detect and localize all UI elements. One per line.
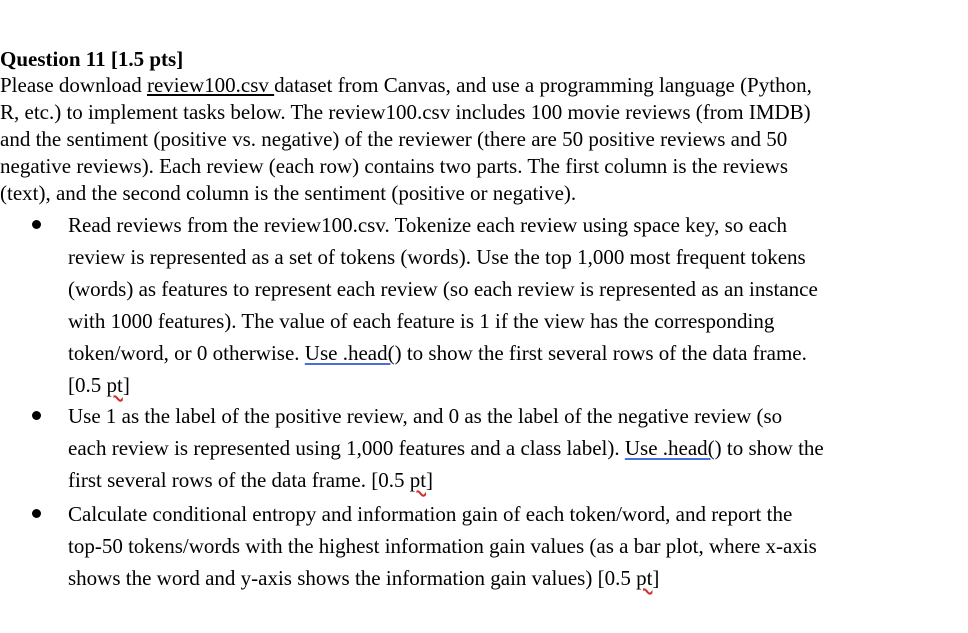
spelling-flag[interactable]: pt — [106, 373, 123, 397]
task-1-line-4: with 1000 features). The value of each feature is 1 if the view has the corresponding — [68, 309, 775, 333]
intro-line-5: (text), and the second column is the sentiment (positive or negative). — [0, 181, 577, 205]
task-1-line-2: review is represented as a set of tokens (words). Use the top 1,000 most frequent tokens — [68, 245, 806, 269]
intro-line-2: R, etc.) to implement tasks below. The review100.csv includes 100 movie reviews (from IMDB) — [0, 100, 811, 124]
question-intro — [0, 72, 940, 207]
grammar-flag[interactable]: Use .head( — [304, 341, 395, 365]
task-text: [0.5 — [68, 373, 107, 397]
bullet-icon — [32, 411, 41, 420]
bullet-icon — [32, 220, 41, 229]
task-text: ) to show the first several rows of the data frame. — [394, 341, 807, 365]
bullet-icon — [32, 509, 41, 518]
intro-line-1 — [0, 72, 940, 99]
intro-text: dataset from Canvas, and use a programming language (Python, — [274, 73, 812, 97]
task-3-line-1: Calculate conditional entropy and information gain of each token/word, and report the — [68, 502, 793, 526]
task-2-line-2 — [68, 432, 948, 464]
task-1-line-5 — [68, 337, 948, 369]
intro-line-4: negative reviews). Each review (each row) contains two parts. The first column is the reviews — [0, 154, 789, 178]
task-text: ] — [426, 468, 434, 492]
task-2-line-1: Use 1 as the label of the positive review, and 0 as the label of the negative review (so — [68, 404, 783, 428]
task-3-line-2: top-50 tokens/words with the highest information gain values (as a bar plot, where x-axis — [68, 534, 817, 558]
task-text: shows the word and y-axis shows the information gain values) [0.5 — [68, 566, 637, 590]
spelling-flag[interactable]: pt — [409, 468, 427, 492]
task-3-line-3 — [68, 562, 948, 594]
task-2-line-3 — [68, 464, 948, 496]
task-item-1 — [68, 209, 948, 401]
grammar-flag[interactable]: Use .head( — [624, 436, 715, 460]
task-text: first several rows of the data frame. [0.5 — [68, 468, 410, 492]
intro-line-3: and the sentiment (positive vs. negative) of the reviewer (there are 50 positive reviews and 50 — [0, 127, 788, 151]
intro-text: Please download — [0, 73, 147, 97]
task-text: each review is represented using 1,000 features and a class label). — [68, 436, 625, 460]
task-text: token/word, or 0 otherwise. — [68, 341, 305, 365]
task-item-2 — [68, 400, 948, 496]
task-text: ) to show the — [714, 436, 824, 460]
question-title: Question 11 [1.5 pts] — [0, 47, 184, 71]
task-item-3 — [68, 498, 948, 594]
task-1-line-1: Read reviews from the review100.csv. Tokenize each review using space key, so each — [68, 213, 788, 237]
task-text: ] — [652, 566, 660, 590]
spelling-flag[interactable]: pt — [636, 566, 653, 590]
task-1-line-3: (words) as features to represent each review (so each review is represented as an instance — [68, 277, 818, 301]
dataset-link[interactable]: review100.csv — [146, 73, 275, 97]
task-1-line-6 — [68, 369, 948, 401]
task-text: ] — [122, 373, 130, 397]
